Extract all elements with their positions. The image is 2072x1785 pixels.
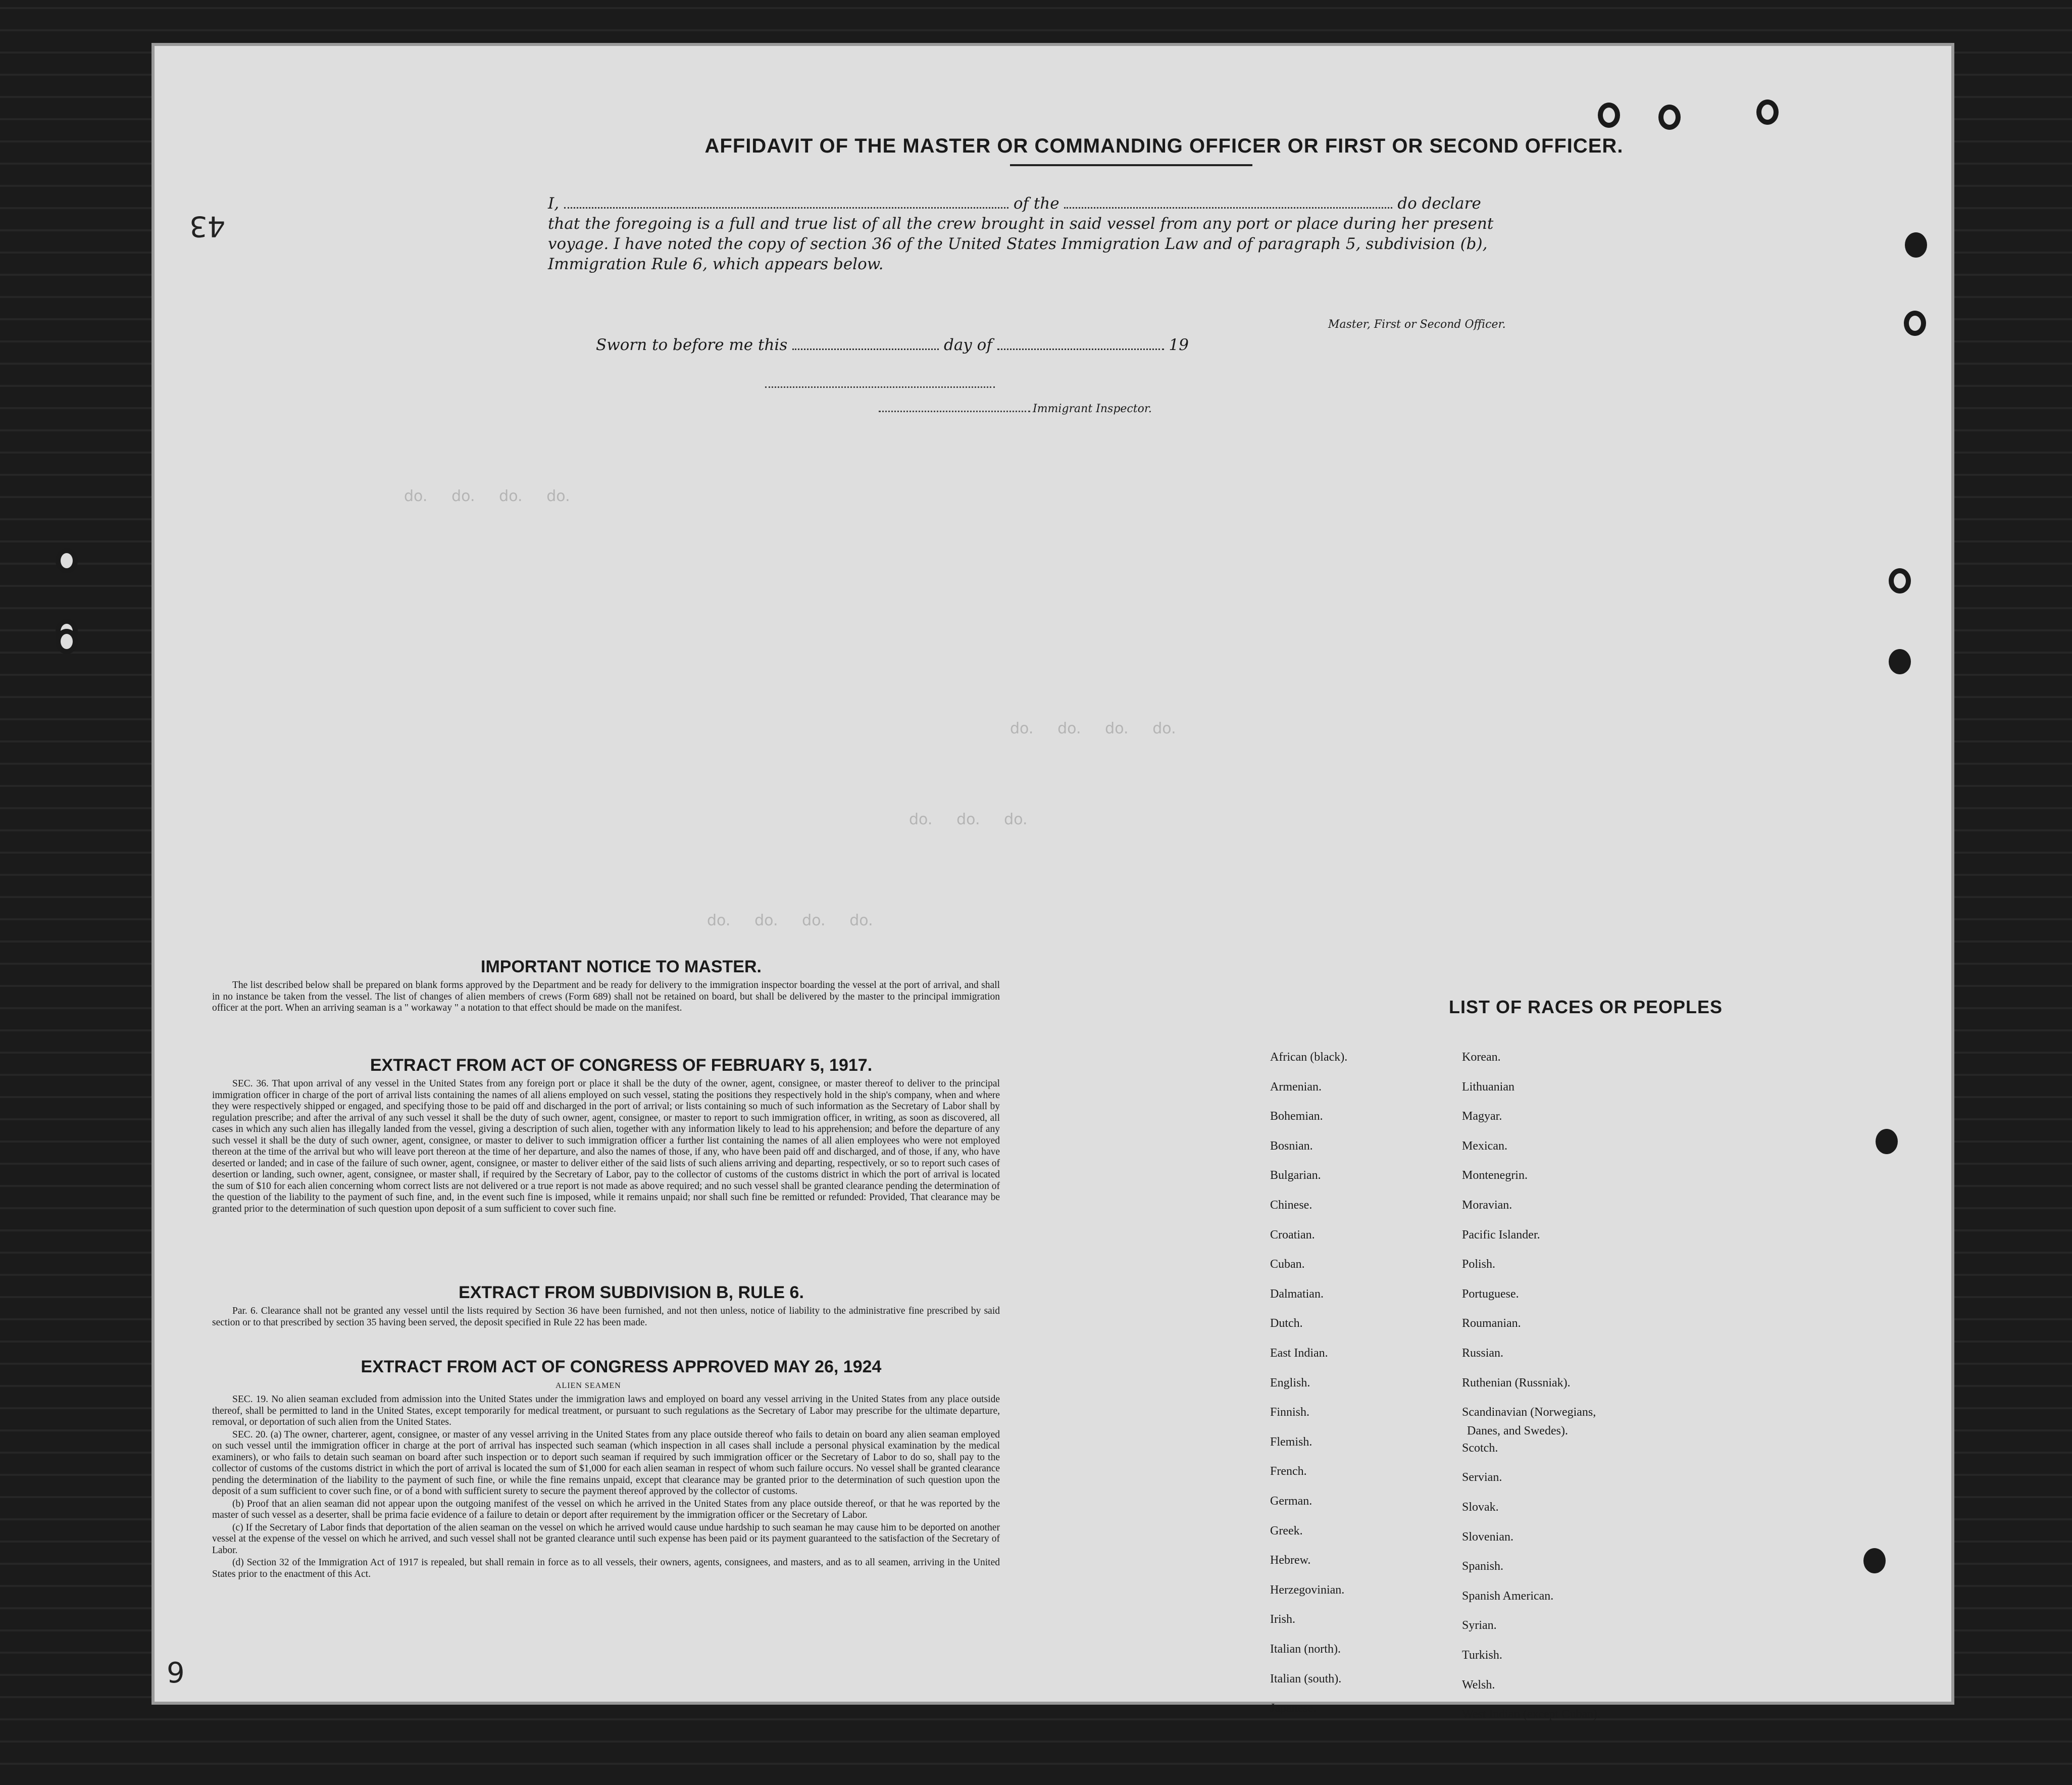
race-item: German. [1270,1495,1312,1508]
race-item: Dutch. [1270,1317,1303,1330]
affidavit-title: AFFIDAVIT OF THE MASTER OR COMMANDING OFFICER OR FIRST OR SECOND OFFICER. [704,135,1624,157]
race-item: Roumanian. [1462,1317,1521,1330]
race-item: African (black). [1270,1051,1348,1064]
bleed-through-text: do. do. do. [909,811,1028,828]
name-blank [564,207,1008,209]
bleed-through-text: do. do. do. do. [707,912,873,929]
binder-hole [1889,649,1911,674]
race-item: Scandinavian (Norwegians, [1462,1406,1596,1419]
race-item: Scotch. [1462,1442,1498,1455]
section-20b-paragraph: (b) Proof that an alien seaman did not appear upon the outgoing manifest of the vessel on which he arrived in the United States from any place outside thereof, or that he was reported by the master of such vessel as a deserter, shall be prima facie evidence of a failure to detain or deport after requirement by the immigration officer or the Secretary of Labor. [212,1498,1000,1520]
race-item: Russian. [1462,1347,1504,1360]
margin-number: 43 [189,210,226,242]
race-item: Herzegovinian. [1270,1583,1345,1597]
race-item: Cuban. [1270,1258,1305,1271]
notice-text: The list described below shall be prepared on blank forms approved by the Department and be ready for delivery to the immigration inspector boarding the vessel at the port of arrival, and shall in no instance be taken from the vessel. The list of changes of alien members of crews (Form 689) shall not be retained on board, but shall be delivered by the master to the principal immigration officer at the port. When an arriving seaman is a " workaway " a notation to that effect should be made on the manifest. [212,980,1000,1013]
officer-signature-label: Master, First or Second Officer. [1328,318,1506,331]
binder-hole [56,629,78,654]
binder-hole [56,548,78,573]
race-item: Moravian. [1462,1199,1512,1212]
section-20c-paragraph: (c) If the Secretary of Labor finds that deportation of the alien seaman on the vessel on which he arrived would cause undue hardship to such seaman he may cause him to be deported on another vessel at the expense of the vessel on which he arrived, and such vessel shall not be granted clearance until such expense has been paid or its payment guaranteed to the satisfaction of the Secretary of Labor. [212,1522,1000,1556]
binder-hole [1863,1548,1886,1573]
day-blank [792,349,939,350]
affidavit-declaration-line: I, of the do declare [548,194,1481,213]
binder-hole [1756,100,1779,125]
race-item: Flemish. [1270,1435,1312,1449]
race-item: Servian. [1462,1471,1502,1484]
sworn-line: Sworn to before me this day of 19 [596,336,1189,354]
race-item: English. [1270,1376,1310,1390]
inspector-label: Immigrant Inspector. [1033,403,1152,415]
race-item: Italian (south). [1270,1672,1342,1685]
race-item: Bosnian. [1270,1139,1313,1153]
binder-hole [1658,105,1681,130]
race-item: Croatian. [1270,1228,1315,1242]
race-item: Chinese. [1270,1199,1312,1212]
title-underline [1010,164,1252,166]
race-item: Magyar. [1462,1110,1502,1123]
race-item: Syrian. [1462,1619,1497,1632]
inspector-signature-line [879,411,1030,412]
bleed-through-text: do. do. do. do. [404,487,570,505]
race-item: Bulgarian. [1270,1169,1321,1182]
race-item: Ruthenian (Russniak). [1462,1376,1571,1390]
binder-hole [1904,311,1926,336]
extract-1924-title: EXTRACT FROM ACT OF CONGRESS APPROVED MAY 26, 1924 [361,1357,882,1376]
extract-1917-title: EXTRACT FROM ACT OF CONGRESS OF FEBRUARY 5, 1917. [370,1056,873,1075]
month-blank [997,349,1164,350]
race-item: Welsh. [1462,1678,1495,1692]
bleed-through-text: do. do. do. do. [1010,720,1176,737]
race-item: Slovak. [1462,1501,1499,1514]
vessel-blank [1064,207,1392,209]
race-item: French. [1270,1465,1307,1478]
race-item: Bohemian. [1270,1110,1323,1123]
race-item: Japanese. [1270,1702,1317,1715]
rule-6-text: Par. 6. Clearance shall not be granted any vessel until the lists required by Section 36 have been furnished, and not then unless, notice of liability to the administrative fine prescribed by said section or to that prescribed by section 35 having been served, the deposit specified in Rule 22 has been made. [212,1306,1000,1328]
race-item: Slovenian. [1462,1530,1513,1544]
race-item: Polish. [1462,1258,1496,1271]
inspector-signature-line [765,386,995,388]
race-item: Turkish. [1462,1649,1502,1662]
races-list-title: LIST OF RACES OR PEOPLES [1448,997,1723,1017]
binder-hole [1905,232,1927,258]
race-item-continuation: Danes, and Swedes). [1467,1424,1568,1437]
section-20d-paragraph: (d) Section 32 of the Immigration Act of 1917 is repealed, but shall remain in force as to all vessels, their owners, agents, consignees, and masters, and as to all seamen, arriving in the United States prior to the enactment of this Act. [212,1557,1000,1579]
rule-6-title: EXTRACT FROM SUBDIVISION B, RULE 6. [459,1283,804,1302]
affidavit-line: Immigration Rule 6, which appears below. [548,255,884,273]
race-item: West Indian (except Cuban). [1462,1708,1600,1721]
race-item: Spanish American. [1462,1590,1554,1603]
binder-hole [1598,103,1620,128]
affidavit-line: voyage. I have noted the copy of section 36 of the United States Immigration Law and of paragraph 5, subdivision (b), [548,235,1488,253]
section-20a-paragraph: SEC. 20. (a) The owner, charterer, agent, consignee, or master of any vessel arriving in the United States from any place outside thereof who fails to detain on board any alien seaman employed on such vessel until the immigration officer in charge at the port of arrival has inspected such seaman (which inspection in all cases shall include a personal physical examination by the medical examiners), or who fails to detain such seaman on board after such inspection or to deport such seaman if required by such immigration officer or the Secretary of Labor to do so, shall pay to the collector of customs of the customs district in which the port of arrival is located the sum of $1,000 for each alien seaman in respect of whom such failure occurs. No vessel shall be granted clearance pending the determination of the liability to the payment of such fine, or while the fine remains unpaid, except that clearance may be granted prior to the determination of such question upon the deposit of a sum sufficient to cover such fine, or of a bond with sufficient surety to secure the payment thereof approved by the collector of customs. [212,1429,1000,1497]
race-item: Greek. [1270,1524,1303,1538]
race-item: Pacific Islander. [1462,1228,1540,1242]
race-item: Montenegrin. [1462,1169,1528,1182]
notice-title: IMPORTANT NOTICE TO MASTER. [481,957,762,976]
binder-hole [1876,1129,1898,1154]
race-item: Dalmatian. [1270,1287,1324,1301]
race-item: Irish. [1270,1613,1295,1626]
race-item: Lithuanian [1462,1080,1514,1094]
race-item: Spanish. [1462,1560,1504,1573]
race-item: Finnish. [1270,1406,1310,1419]
race-item: Italian (north). [1270,1643,1341,1656]
race-item: Mexican. [1462,1139,1507,1153]
race-item: Portuguese. [1462,1287,1519,1301]
affidavit-line: that the foregoing is a full and true list of all the crew brought in said vessel from any port or place during her present [548,215,1494,233]
race-item: Hebrew. [1270,1554,1311,1567]
document-page [151,43,1954,1721]
section-19-paragraph: SEC. 19. No alien seaman excluded from admission into the United States under the immigration laws and employed on board any vessel arriving in the United States from any place outside thereof, shall be permitted to land in the United States, except temporarily for medical treatment, or pursuant to such regulations as the Secretary of Labor may prescribe for the ultimate departure, removal, or deportation of such alien from the United States. [212,1394,1000,1427]
extract-1917-text: SEC. 36. That upon arrival of any vessel in the United States from any foreign port or place it shall be the duty of the owner, agent, consignee, or master thereof to deliver to the principal immigration officer in charge of the port of arrival lists containing the names of all aliens employed on such vessel, stating the positions they respectively hold in the ship's company, when and where they were respectively shipped or engaged, and specifying those to be paid off and discharged in the port of arrival; or lists containing so much of such information as the Secretary of Labor shall by regulation prescribe; and after the arrival of any such vessel it shall be the duty of such owner, agent, consignee, or master to report to such immigration officer, in writing, as soon as discovered, all cases in which any such alien has illegally landed from the vessel, giving a description of such alien, together with any information likely to lead to his apprehension; and before the departure of any such vessel it shall be the duty of such owner, agent, consignee, or master to deliver to such immigration officer a further list containing the names of all alien employees who were not employed thereon at the time of the arrival but who will leave port thereon at the time of her departure, and also the names of those, if any, who have been paid off and discharged, and of those, if any, who have deserted or landed; and in case of the failure of such owner, agent, consignee, or master to deliver either of the said lists of such aliens arriving and departing, respectively, or so to report such cases of desertion or landing, such owner, agent, consignee, or master shall, if required by the Secretary of Labor, pay to the collector of customs of the customs district in which the port of arrival is located the sum of $10 for each alien concerning whom correct lists are not delivered or a true report is not made as above required; and no such vessel shall be granted clearance pending the determination of the question of the liability to the payment of such fine, and, in the event such fine is imposed, while it remains unpaid; nor shall such fine be remitted or refunded: Provided, That clearance may be granted prior to the determination of such question upon deposit of a sum sufficient to cover such fine. [212,1078,1000,1214]
margin-number: 9 [167,1657,185,1690]
race-item: Korean. [1462,1051,1501,1064]
race-item: East Indian. [1270,1347,1328,1360]
binder-hole [1889,568,1911,593]
extract-1924-subtitle: ALIEN SEAMEN [555,1381,621,1390]
extract-1924-text [212,1394,1000,1581]
race-item: Armenian. [1270,1080,1322,1094]
